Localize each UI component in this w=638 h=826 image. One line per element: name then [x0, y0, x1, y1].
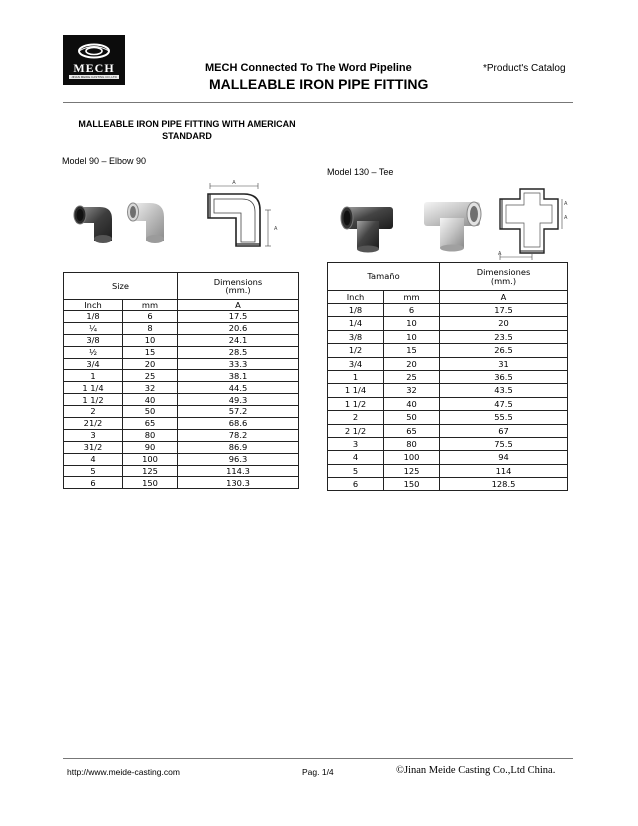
dimensions-header: Dimensiones (mm.) [440, 263, 568, 291]
table-row [328, 397, 568, 410]
a-cell: 114.3 [178, 465, 299, 477]
a-cell: 47.5 [440, 397, 568, 410]
inch-cell: 3 [64, 429, 123, 441]
table-row [64, 358, 299, 370]
mm-cell: 150 [384, 478, 440, 491]
elbow-dimension-drawing [198, 180, 282, 250]
table-row [328, 424, 568, 437]
a-cell: 33.3 [178, 358, 299, 370]
inch-cell: 5 [328, 464, 384, 477]
company-logo [63, 35, 125, 85]
a-cell: 23.5 [440, 330, 568, 343]
inch-cell: 1 1/2 [328, 397, 384, 410]
table-row [328, 317, 568, 330]
a-cell: 20.6 [178, 322, 299, 334]
mm-cell: 25 [123, 370, 178, 382]
inch-column-header: Inch [64, 300, 123, 311]
inch-cell: 1 1/4 [64, 382, 123, 394]
elbow-dim-label-side: A [274, 226, 278, 232]
inch-cell: ½ [64, 346, 123, 358]
elbow-dim-label-top: A [232, 180, 236, 186]
a-cell: 28.5 [178, 346, 299, 358]
inch-cell: 6 [64, 477, 123, 489]
a-cell: 94 [440, 451, 568, 464]
tee-dim-label-side-top: A [564, 201, 568, 207]
a-cell: 17.5 [178, 311, 299, 323]
footer-copyright: ©Jinan Meide Casting Co.,Ltd China. [396, 765, 556, 776]
a-cell: 43.5 [440, 384, 568, 397]
tee-dim-label-bottom: A [498, 251, 502, 257]
dimensions-header: Dimensions (mm.) [178, 273, 299, 300]
mm-cell: 15 [384, 344, 440, 357]
inch-cell: 4 [328, 451, 384, 464]
table-row [328, 357, 568, 370]
a-cell: 57.2 [178, 406, 299, 418]
footer-divider [63, 758, 573, 759]
inch-cell: 2 [64, 406, 123, 418]
mm-cell: 50 [123, 406, 178, 418]
a-cell: 86.9 [178, 441, 299, 453]
table-row [328, 451, 568, 464]
table-row [328, 437, 568, 450]
table-row [64, 441, 299, 453]
inch-cell: 1/8 [64, 311, 123, 323]
mm-cell: 100 [123, 453, 178, 465]
inch-cell: 1/4 [328, 317, 384, 330]
mm-cell: 125 [123, 465, 178, 477]
inch-cell: 1 [328, 370, 384, 383]
table-row [328, 330, 568, 343]
inch-cell: 3/8 [64, 334, 123, 346]
inch-cell: 1/8 [328, 304, 384, 317]
mm-cell: 80 [123, 429, 178, 441]
inch-cell: 3/4 [328, 357, 384, 370]
mm-cell: 10 [123, 334, 178, 346]
mm-cell: 32 [384, 384, 440, 397]
mm-cell: 150 [123, 477, 178, 489]
page-number: Pag. 1/4 [302, 767, 334, 777]
mm-cell: 6 [123, 311, 178, 323]
table-row [64, 453, 299, 465]
mm-cell: 90 [123, 441, 178, 453]
a-cell: 24.1 [178, 334, 299, 346]
a-cell: 49.3 [178, 394, 299, 406]
inch-cell: 1/2 [328, 344, 384, 357]
a-cell: 38.1 [178, 370, 299, 382]
a-cell: 44.5 [178, 382, 299, 394]
inch-cell: 2 1/2 [328, 424, 384, 437]
logo-wordmark: MECH [73, 61, 115, 75]
mm-cell: 20 [384, 357, 440, 370]
mm-cell: 100 [384, 451, 440, 464]
a-cell: 130.3 [178, 477, 299, 489]
company-tagline: MECH Connected To The Word Pipeline [205, 62, 412, 74]
a-cell: 36.5 [440, 370, 568, 383]
tee-dark-photo [335, 193, 401, 253]
table-row [64, 406, 299, 418]
table-row [64, 382, 299, 394]
table-row [64, 334, 299, 346]
table-row [64, 394, 299, 406]
table-row [64, 311, 299, 323]
table-row [328, 478, 568, 491]
logo-swirl-icon [74, 41, 114, 61]
inch-cell: 3/4 [64, 358, 123, 370]
mm-cell: 8 [123, 322, 178, 334]
elbow-dimensions-table [63, 272, 299, 489]
tee-dim-label-side-bottom: A [564, 215, 568, 221]
mm-cell: 80 [384, 437, 440, 450]
inch-cell: 31/2 [64, 441, 123, 453]
mm-cell: 40 [123, 394, 178, 406]
mm-cell: 25 [384, 370, 440, 383]
a-column-header: A [178, 300, 299, 311]
mm-cell: 15 [123, 346, 178, 358]
mm-cell: 20 [123, 358, 178, 370]
a-column-header: A [440, 291, 568, 304]
elbow-galvanized-photo [120, 195, 170, 245]
inch-cell: 6 [328, 478, 384, 491]
tee-galvanized-photo [416, 190, 488, 252]
tee-dimension-drawing [496, 183, 568, 261]
table-row [64, 429, 299, 441]
mm-cell: 6 [384, 304, 440, 317]
table-row [64, 477, 299, 489]
inch-cell: 4 [64, 453, 123, 465]
inch-cell: 3/8 [328, 330, 384, 343]
table-row [328, 344, 568, 357]
page-title: MALLEABLE IRON PIPE FITTING [209, 76, 429, 92]
a-cell: 17.5 [440, 304, 568, 317]
a-cell: 31 [440, 357, 568, 370]
a-cell: 75.5 [440, 437, 568, 450]
table-row [64, 322, 299, 334]
mm-cell: 10 [384, 330, 440, 343]
mm-cell: 65 [123, 418, 178, 430]
table-row [328, 384, 568, 397]
a-cell: 20 [440, 317, 568, 330]
table-row [64, 370, 299, 382]
mm-cell: 65 [384, 424, 440, 437]
size-header: Size [64, 273, 178, 300]
table-row [328, 411, 568, 424]
inch-cell: 21/2 [64, 418, 123, 430]
model-label-tee: Model 130 – Tee [327, 167, 394, 177]
section-title: MALLEABLE IRON PIPE FITTING WITH AMERICAN STANDARD [78, 119, 296, 141]
inch-cell: 5 [64, 465, 123, 477]
catalog-label: *Product's Catalog [483, 63, 566, 74]
a-cell: 55.5 [440, 411, 568, 424]
mm-cell: 32 [123, 382, 178, 394]
size-header: Tamaño [328, 263, 440, 291]
a-cell: 68.6 [178, 418, 299, 430]
mm-column-header: mm [384, 291, 440, 304]
a-cell: 96.3 [178, 453, 299, 465]
table-row [328, 464, 568, 477]
mm-column-header: mm [123, 300, 178, 311]
table-row [328, 370, 568, 383]
inch-cell: 1 1/4 [328, 384, 384, 397]
table-row [64, 418, 299, 430]
model-label-elbow: Model 90 – Elbow 90 [62, 156, 147, 166]
mm-cell: 40 [384, 397, 440, 410]
tee-dimensions-table [327, 262, 568, 491]
table-row [328, 304, 568, 317]
mm-cell: 10 [384, 317, 440, 330]
mm-cell: 50 [384, 411, 440, 424]
a-cell: 67 [440, 424, 568, 437]
inch-cell: ¼ [64, 322, 123, 334]
a-cell: 128.5 [440, 478, 568, 491]
inch-cell: 1 [64, 370, 123, 382]
table-row [64, 346, 299, 358]
table-row [64, 465, 299, 477]
a-cell: 78.2 [178, 429, 299, 441]
footer-website-link[interactable]: http://www.meide-casting.com [67, 767, 180, 777]
header-divider [63, 102, 573, 103]
a-cell: 26.5 [440, 344, 568, 357]
mm-cell: 125 [384, 464, 440, 477]
logo-subtext: JINAN MEIDE CASTING CO.,LTD [69, 75, 119, 79]
elbow-dark-photo [70, 195, 120, 245]
inch-cell: 1 1/2 [64, 394, 123, 406]
inch-column-header: Inch [328, 291, 384, 304]
a-cell: 114 [440, 464, 568, 477]
inch-cell: 2 [328, 411, 384, 424]
inch-cell: 3 [328, 437, 384, 450]
